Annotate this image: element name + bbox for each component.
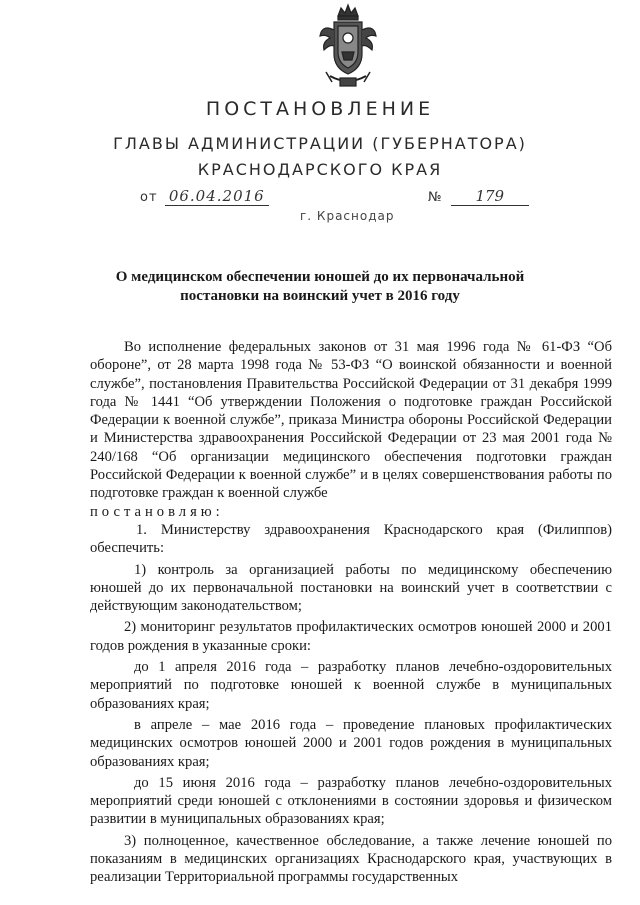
decree-word: постановляю: bbox=[90, 503, 224, 520]
document-type-heading: ПОСТАНОВЛЕНИЕ bbox=[205, 98, 435, 120]
title-line-1: О медицинском обеспечении юношей до их первоначальной bbox=[115, 269, 525, 285]
paragraph-1-2: 2) мониторинг результатов профилактических осмотров юношей 2000 и 2001 годов рождения в указанные сроки: bbox=[90, 619, 612, 654]
number-label: № bbox=[428, 190, 442, 205]
city-label: г. Краснодар bbox=[300, 209, 395, 223]
intro-paragraph: Во исполнение федеральных законов от 31 мая 1996 года № 61-ФЗ “Об обороне”, от 28 марта 1998 года № 53-ФЗ “О воинской обязанности и военной службе”, постановления Правительства Российской Федерации от 31 декабря 1999 года № 1441 “Об утверждении Положения о подготовке граждан Российской Федерации к военной службе”, приказа Министра обороны Российской Федерации и Министерства здравоохранения Российской Федерации от 23 мая 2001 года № 240/168 “Об организации медицинского обеспечения подготовки граждан Российской Федерации к военной службе” и в целях совершенствования работы по подготовке граждан к военной службе bbox=[90, 339, 612, 502]
date-field bbox=[140, 187, 269, 206]
document-body bbox=[90, 338, 612, 887]
issuer-heading: ГЛАВЫ АДМИНИСТРАЦИИ (ГУБЕРНАТОРА) bbox=[113, 134, 527, 153]
date-label: от bbox=[140, 190, 158, 205]
paragraph-1-3: 3) полноценное, качественное обследование, а также лечение юношей по показаниям в медицинских организациях Краснодарского края, участвующих в реализации Территориальной программы государственных bbox=[90, 832, 612, 886]
number-value: 179 bbox=[451, 187, 529, 206]
document-title bbox=[80, 268, 560, 306]
paragraph-1-2-c: до 15 июня 2016 года – разработку планов лечебно-оздоровительных мероприятий среди юношей с отклонениями в состоянии здоровья и физическом развитии в муниципальных образованиях края; bbox=[90, 774, 612, 828]
date-value: 06.04.2016 bbox=[165, 187, 269, 206]
paragraph-1: 1. Министерству здравоохранения Краснодарского края (Филиппов) обеспечить: bbox=[90, 521, 612, 557]
number-field bbox=[428, 187, 529, 206]
title-line-2: постановки на воинский учет в 2016 году bbox=[180, 288, 460, 304]
paragraph-1-1: 1) контроль за организацией работы по медицинскому обеспечению юношей до их первоначальной постановки на воинский учет в соответствии с действующим законодательством; bbox=[90, 561, 612, 615]
paragraph-1-2-b: в апреле – мае 2016 года – проведение плановых профилактических медицинских осмотров юношей 2000 и 2001 годов рождения в муниципальных образованиях края; bbox=[90, 716, 612, 770]
paragraph-1-2-a: до 1 апреля 2016 года – разработку планов лечебно-оздоровительных мероприятий по подготовке юношей к военной службе в муниципальных образованиях края; bbox=[90, 659, 612, 712]
coat-of-arms-emblem bbox=[316, 2, 380, 90]
region-heading: КРАСНОДАРСКОГО КРАЯ bbox=[197, 160, 443, 179]
